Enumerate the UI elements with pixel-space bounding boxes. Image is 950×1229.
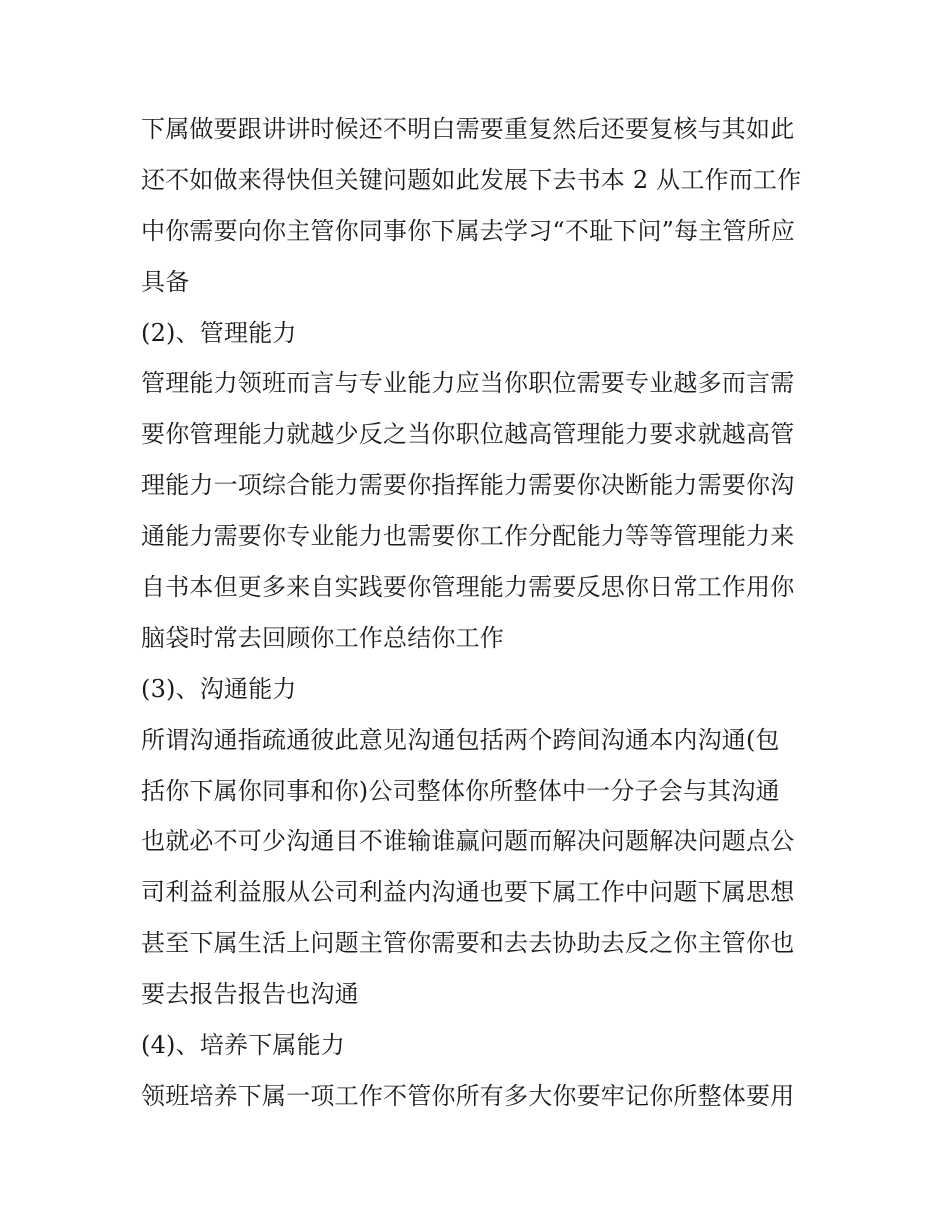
text-line: 理能力一项综合能力需要你指挥能力需要你决断能力需要你沟 — [141, 471, 795, 500]
section-heading-training: (4)、培养下属能力 — [141, 1031, 345, 1060]
text-line: 具备 — [141, 267, 190, 296]
text-line: 司利益利益服从公司利益内沟通也要下属工作中问题下属思想 — [141, 878, 795, 907]
text-line: 要去报告报告也沟通 — [141, 980, 359, 1009]
text-line: 下属做要跟讲讲时候还不明白需要重复然后还要复核与其如此 — [141, 115, 795, 143]
section-heading-management: (2)、管理能力 — [141, 318, 297, 347]
section-heading-communication: (3)、沟通能力 — [141, 674, 297, 703]
text-line: 要你管理能力就越少反之当你职位越高管理能力要求就越高管 — [141, 420, 795, 449]
text-line: 管理能力领班而言与专业能力应当你职位需要专业越多而言需 — [141, 369, 795, 398]
text-line: 中你需要向你主管你同事你下属去学习“不耻下问”每主管所应 — [141, 216, 796, 245]
text-line: 领班培养下属一项工作不管你所有多大你要牢记你所整体要用 — [141, 1081, 795, 1110]
text-line: 脑袋时常去回顾你工作总结你工作 — [141, 623, 504, 652]
text-line: 还不如做来得快但关键问题如此发展下去书本 2 从工作而工作 — [141, 165, 802, 194]
text-line: 括你下属你同事和你)公司整体你所整体中一分子会与其沟通 — [141, 776, 780, 805]
text-line: 甚至下属生活上问题主管你需要和去去协助去反之你主管你也 — [141, 929, 795, 958]
text-line: 所谓沟通指疏通彼此意见沟通包括两个跨间沟通本内沟通(包 — [141, 725, 780, 754]
text-line: 通能力需要你专业能力也需要你工作分配能力等等管理能力来 — [141, 522, 795, 551]
document-body — [141, 104, 821, 1122]
text-line: 也就必不可少沟通目不谁输谁赢问题而解决问题解决问题点公 — [141, 827, 795, 856]
text-line: 自书本但更多来自实践要你管理能力需要反思你日常工作用你 — [141, 573, 795, 602]
